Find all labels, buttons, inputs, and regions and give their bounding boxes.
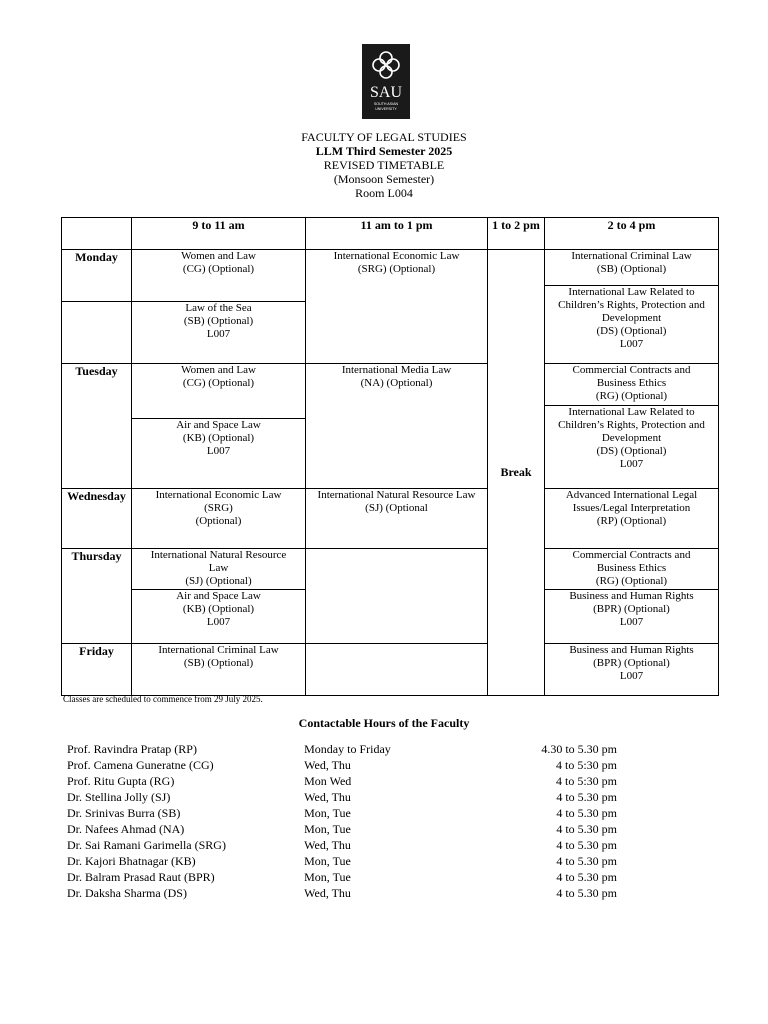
cell-line: Air and Space Law <box>176 419 261 431</box>
day-thursday: Thursday <box>62 549 132 644</box>
cell-line: Women and Law <box>181 364 256 376</box>
faculty-name: Dr. Sai Ramani Garimella (SRG) <box>67 838 226 852</box>
cell-line: International Economic Law <box>155 489 282 501</box>
cell-line: L007 <box>206 445 231 457</box>
cell-line: Issues/Legal Interpretation <box>572 502 691 514</box>
faculty-name: Prof. Ritu Gupta (RG) <box>67 774 175 788</box>
cell-mon-slot4-b <box>545 286 719 364</box>
cell-line: Commercial Contracts and <box>572 364 691 376</box>
cell-line: L007 <box>619 458 644 470</box>
document-header <box>0 130 768 200</box>
cell-wed-slot2 <box>306 489 488 549</box>
faculty-hours: 4.30 to 5.30 pm <box>541 742 617 756</box>
timetable-title: REVISED TIMETABLE <box>323 158 445 172</box>
cell-fri-slot4 <box>545 644 719 696</box>
day-monday: Monday <box>62 250 132 302</box>
cell-line: L007 <box>619 338 644 350</box>
cell-line: (KB) (Optional) <box>182 603 255 615</box>
faculty-days: Mon Wed <box>304 774 352 788</box>
contact-hours-table <box>67 741 617 901</box>
cell-line: (SJ) (Optional <box>365 502 428 514</box>
cell-line: Law <box>208 562 229 574</box>
faculty-hours: 4 to 5.30 pm <box>556 790 617 804</box>
faculty-days: Wed, Thu <box>304 886 351 900</box>
header-corner <box>62 218 132 250</box>
faculty-name: Dr. Nafees Ahmad (NA) <box>67 822 185 836</box>
faculty-row <box>67 837 617 853</box>
cell-mon-slot1-b <box>132 302 306 364</box>
break-cell: Break <box>488 250 545 696</box>
cell-line: Business and Human Rights <box>569 590 694 602</box>
cell-line: (SRG) <box>204 502 233 514</box>
faculty-hours: 4 to 5.30 pm <box>556 886 617 900</box>
faculty-hours: 4 to 5:30 pm <box>555 774 617 788</box>
faculty-name: Dr. Stellina Jolly (SJ) <box>67 790 171 804</box>
faculty-days: Mon, Tue <box>304 870 351 884</box>
col-header-slot4: 2 to 4 pm <box>545 218 719 250</box>
faculty-name: Dr. Balram Prasad Raut (BPR) <box>67 870 215 884</box>
faculty-hours: 4 to 5:30 pm <box>555 758 617 772</box>
faculty-row <box>67 853 617 869</box>
cell-line: (RG) (Optional) <box>595 390 668 402</box>
cell-line: (SRG) (Optional) <box>357 263 436 275</box>
cell-fri-slot2-empty <box>306 644 488 696</box>
cell-line: (CG) (Optional) <box>182 263 255 275</box>
faculty-row <box>67 805 617 821</box>
cell-line: Advanced International Legal <box>565 489 698 501</box>
cell-tue-slot1-b <box>132 419 306 489</box>
cell-tue-slot4-b <box>545 406 719 489</box>
faculty-hours: 4 to 5.30 pm <box>556 822 617 836</box>
col-header-slot1: 9 to 11 am <box>132 218 306 250</box>
faculty-days: Wed, Thu <box>304 790 351 804</box>
col-header-slot3: 1 to 2 pm <box>488 218 545 250</box>
faculty-hours: 4 to 5.30 pm <box>556 806 617 820</box>
cell-line: Children’s Rights, Protection and <box>558 299 705 311</box>
cell-line: Development <box>601 312 662 324</box>
faculty-name: Prof. Camena Guneratne (CG) <box>67 758 214 772</box>
cell-line: Business and Human Rights <box>569 644 694 656</box>
cell-line: (NA) (Optional) <box>360 377 433 389</box>
cell-line: (DS) (Optional) <box>596 325 667 337</box>
faculty-days: Mon, Tue <box>304 806 351 820</box>
cell-line: International Natural Resource <box>150 549 287 561</box>
cell-line: Air and Space Law <box>176 590 261 602</box>
faculty-row <box>67 789 617 805</box>
cell-line: International Natural Resource Law <box>317 489 476 501</box>
cell-line: Commercial Contracts and <box>572 549 691 561</box>
cell-thu-slot2-empty <box>306 549 488 644</box>
cell-tue-slot1-a <box>132 364 306 419</box>
cell-line: Women and Law <box>181 250 256 262</box>
faculty-hours: 4 to 5.30 pm <box>556 870 617 884</box>
day-monday-lower <box>62 302 132 364</box>
cell-line: (BPR) (Optional) <box>593 603 670 615</box>
faculty-row <box>67 885 617 901</box>
cell-line: Business Ethics <box>596 377 667 389</box>
cell-line: Development <box>601 432 662 444</box>
cell-line: International Criminal Law <box>158 644 279 656</box>
cell-line: International Criminal Law <box>571 250 692 262</box>
cell-line: L007 <box>206 328 231 340</box>
faculty-name: FACULTY OF LEGAL STUDIES <box>301 130 467 144</box>
cell-mon-slot2 <box>306 250 488 364</box>
cell-wed-slot1 <box>132 489 306 549</box>
cell-line: (CG) (Optional) <box>182 377 255 389</box>
cell-line: L007 <box>619 616 644 628</box>
program-title: LLM Third Semester 2025 <box>315 144 453 158</box>
faculty-days: Monday to Friday <box>304 742 391 756</box>
sau-emblem-icon <box>362 44 410 119</box>
cell-line: (DS) (Optional) <box>596 445 667 457</box>
cell-fri-slot1 <box>132 644 306 696</box>
room-label: Room L004 <box>355 186 413 200</box>
cell-line: (KB) (Optional) <box>182 432 255 444</box>
cell-wed-slot4 <box>545 489 719 549</box>
cell-line: (BPR) (Optional) <box>593 657 670 669</box>
cell-line: (RP) (Optional) <box>596 515 667 527</box>
cell-thu-slot4-b <box>545 590 719 644</box>
faculty-name: Prof. Ravindra Pratap (RP) <box>67 742 197 756</box>
cell-line: (RG) (Optional) <box>595 575 668 587</box>
faculty-row <box>67 869 617 885</box>
cell-line: L007 <box>206 616 231 628</box>
faculty-days: Wed, Thu <box>304 838 351 852</box>
cell-tue-slot4-a <box>545 364 719 406</box>
cell-line: International Media Law <box>341 364 452 376</box>
col-header-slot2: 11 am to 1 pm <box>306 218 488 250</box>
cell-thu-slot1-a <box>132 549 306 590</box>
day-wednesday: Wednesday <box>62 489 132 549</box>
cell-line: Business Ethics <box>596 562 667 574</box>
cell-line: (SB) (Optional) <box>596 263 667 275</box>
cell-mon-slot4-a <box>545 250 719 286</box>
contact-hours-title: Contactable Hours of the Faculty <box>298 716 470 730</box>
cell-thu-slot1-b <box>132 590 306 644</box>
logo-text: SAU <box>369 84 403 101</box>
cell-mon-slot1-a <box>132 250 306 302</box>
cell-line: (SJ) (Optional) <box>185 575 252 587</box>
faculty-name: Dr. Daksha Sharma (DS) <box>67 886 187 900</box>
faculty-row <box>67 757 617 773</box>
faculty-days: Mon, Tue <box>304 822 351 836</box>
faculty-name: Dr. Kajori Bhatnagar (KB) <box>67 854 196 868</box>
cell-line: International Law Related to <box>568 286 695 298</box>
cell-line: (Optional) <box>195 515 242 527</box>
faculty-days: Mon, Tue <box>304 854 351 868</box>
cell-line: Law of the Sea <box>185 302 252 314</box>
timetable <box>61 217 719 696</box>
svg-text:UNIVERSITY: UNIVERSITY <box>375 107 397 111</box>
cell-line: Children’s Rights, Protection and <box>558 419 705 431</box>
cell-line: (SB) (Optional) <box>183 657 254 669</box>
faculty-row <box>67 773 617 789</box>
university-logo <box>362 44 410 119</box>
faculty-hours: 4 to 5.30 pm <box>556 838 617 852</box>
cell-line: International Economic Law <box>333 250 460 262</box>
faculty-name: Dr. Srinivas Burra (SB) <box>67 806 181 820</box>
cell-line: International Law Related to <box>568 406 695 418</box>
commencement-note: Classes are scheduled to commence from 29 July 2025. <box>63 694 263 704</box>
faculty-hours: 4 to 5.30 pm <box>556 854 617 868</box>
cell-line: L007 <box>619 670 644 682</box>
cell-tue-slot2 <box>306 364 488 489</box>
faculty-row <box>67 741 617 757</box>
day-tuesday: Tuesday <box>62 364 132 489</box>
faculty-days: Wed, Thu <box>304 758 351 772</box>
svg-text:SOUTH ASIAN: SOUTH ASIAN <box>373 102 399 106</box>
cell-line: (SB) (Optional) <box>183 315 254 327</box>
semester-label: (Monsoon Semester) <box>333 172 435 186</box>
faculty-row <box>67 821 617 837</box>
day-friday: Friday <box>62 644 132 696</box>
cell-thu-slot4-a <box>545 549 719 590</box>
